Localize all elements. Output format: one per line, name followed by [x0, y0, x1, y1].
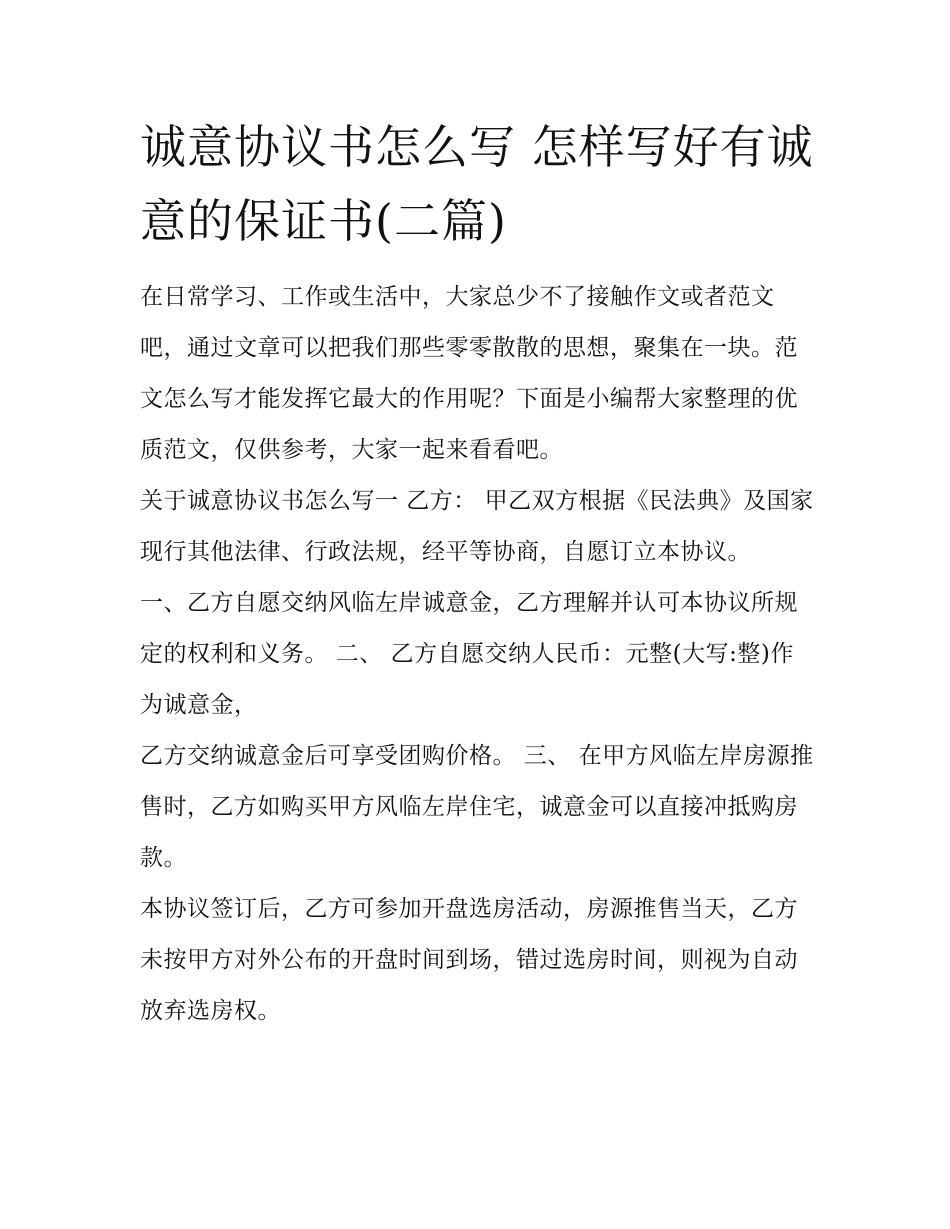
paragraph-intro: 在日常学习、工作或生活中，大家总少不了接触作文或者范文吧，通过文章可以把我们那些零零散散的思想，聚集在一块。范文怎么写才能发挥它最大的作用呢？下面是小编帮大家整理的优质范文，仅供参考，大家一起来看看吧。: [140, 284, 798, 463]
paragraph-agreement-opening: 关于诚意协议书怎么写一 乙方： 甲乙双方根据《民法典》及国家现行其他法律、行政法规，经平等协商，自愿订立本协议。: [140, 488, 814, 565]
document-page: [140, 110, 815, 1037]
paragraph-selection-rule: 本协议签订后，乙方可参加开盘选房活动，房源推售当天，乙方未按甲方对外公布的开盘时间到场，错过选房时间，则视为自动放弃选房权。: [140, 896, 798, 1024]
document-title: 诚意协议书怎么写 怎样写好有诚意的保证书(二篇): [140, 120, 814, 248]
paragraph-clause-three: 乙方交纳诚意金后可享受团购价格。 三、 在甲方风临左岸房源推售时，乙方如购买甲方风临左岸住宅，诚意金可以直接冲抵购房款。: [140, 743, 814, 871]
paragraph-clause-one-two: 一、乙方自愿交纳风临左岸诚意金，乙方理解并认可本协议所规定的权利和义务。 二、 乙方自愿交纳人民币：元整(大写:整)作为诚意金，: [140, 590, 798, 718]
